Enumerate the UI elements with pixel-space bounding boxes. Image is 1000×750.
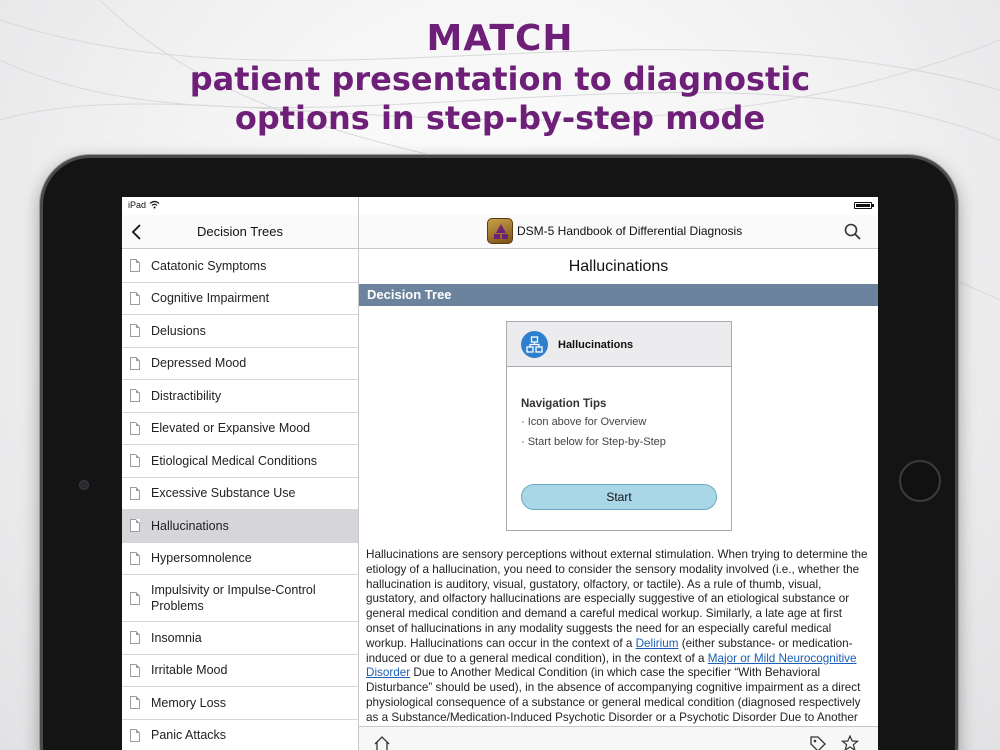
document-icon (130, 259, 140, 272)
neurocognitive-disorder-link[interactable]: Major or Mild Neurocognitive Disorder (366, 651, 857, 680)
document-icon (130, 552, 140, 565)
sidebar-item[interactable] (122, 478, 358, 511)
home-button[interactable] (899, 460, 941, 502)
document-icon (130, 696, 140, 709)
sidebar-item[interactable] (122, 720, 358, 750)
sidebar-item[interactable] (122, 315, 358, 348)
sidebar-item-label: Irritable Mood (151, 663, 228, 678)
document-icon (130, 519, 140, 532)
sidebar-item[interactable] (122, 283, 358, 316)
sidebar-item-label: Excessive Substance Use (151, 486, 296, 501)
carrier-label: iPad (128, 200, 147, 210)
sidebar-item-label: Hypersomnolence (151, 551, 252, 566)
headline-title: MATCH (426, 18, 574, 59)
sidebar-item[interactable] (122, 622, 358, 655)
document-icon (130, 389, 140, 402)
document-icon (130, 592, 140, 605)
bottom-toolbar (359, 726, 878, 750)
tip-step-by-step: · Start below for Step-by-Step (521, 436, 666, 448)
document-icon (130, 729, 140, 742)
headline-subline-2: options in step-by-step mode (234, 99, 766, 137)
sidebar-item[interactable] (122, 413, 358, 446)
ipad-screen (122, 197, 878, 750)
sidebar-item-label: Panic Attacks (151, 728, 227, 743)
decision-tree-list (122, 250, 358, 750)
document-icon (130, 422, 140, 435)
wifi-icon (149, 200, 160, 209)
status-bar (122, 197, 878, 215)
tag-icon[interactable] (809, 735, 827, 750)
description-part-2: (either substance- or medication-induced or due to a general medical condition), in the context of a (366, 636, 853, 665)
document-icon (130, 664, 140, 677)
sidebar-item-label: Etiological Medical Conditions (151, 453, 318, 468)
sidebar-item-label: Catatonic Symptoms (151, 258, 267, 273)
description-text (366, 548, 872, 726)
sidebar-item[interactable] (122, 250, 358, 283)
document-icon (130, 292, 140, 305)
page-title: Hallucinations (568, 258, 669, 275)
search-icon[interactable] (843, 222, 863, 242)
star-icon[interactable] (841, 735, 859, 750)
start-button[interactable]: Start (521, 484, 717, 510)
sidebar-item[interactable] (122, 445, 358, 478)
section-header: Decision Tree (359, 284, 878, 306)
sidebar-item-label: Delusions (151, 323, 206, 338)
tip-overview: · Icon above for Overview (521, 416, 647, 428)
tree-overview-icon[interactable] (521, 331, 548, 358)
navigation-tips-title: Navigation Tips (521, 398, 607, 410)
sidebar-item[interactable] (122, 655, 358, 688)
sidebar-title: Decision Trees (197, 224, 283, 239)
sidebar-item-label: Cognitive Impairment (151, 291, 270, 306)
sidebar-item-label: Elevated or Expansive Mood (151, 421, 311, 436)
app-logo-icon (487, 218, 513, 244)
sidebar-item-label: Memory Loss (151, 695, 227, 710)
sidebar (122, 197, 359, 750)
sidebar-item-label: Impulsivity or Impulse-Control Problems (151, 583, 316, 613)
sidebar-item[interactable] (122, 348, 358, 381)
app-title: DSM-5 Handbook of Differential Diagnosis (517, 224, 743, 238)
description-part-3: Due to Another Medical Condition (in which case the specifier “With Behavioral Disturbance” should be used), in the absence of accompanying cognitive impairment as a direct physiological consequence of a substance or general medical condition (diagnosed respectively as a Substance/Medication-Induced Psychotic Disorder or a Psychotic Disorder Due to Another (366, 666, 861, 724)
detail-navbar (359, 215, 878, 249)
sidebar-item[interactable] (122, 575, 358, 622)
detail-pane (359, 197, 878, 750)
sidebar-item-label: Depressed Mood (151, 356, 247, 371)
description-part-1: Hallucinations are sensory perceptions without external stimulation. When trying to determine the etiology of a hallucination, you need to consider the sensory modality involved (i.e., whether the hallucination is auditory, visual, gustatory, olfactory, or tactile). As a rule of thumb, visual, gustatory, and olfactory hallucinations are especially suggestive of an etiological substance or general medical condition and demand a careful medical workup. Similarly, a late age at first onset of hallucinations in any modality suggests the need for an especially careful medical workup. Hallucinations can occur in the context of a (366, 548, 868, 650)
front-camera (79, 480, 89, 490)
marketing-headline (0, 18, 1000, 138)
document-icon (130, 324, 140, 337)
document-icon (130, 357, 140, 370)
card-header (507, 322, 731, 367)
document-icon (130, 487, 140, 500)
sidebar-item-label: Distractibility (151, 388, 222, 403)
document-icon (130, 454, 140, 467)
delirium-link[interactable]: Delirium (635, 636, 679, 650)
headline-subline-1: patient presentation to diagnostic (189, 60, 811, 98)
card-title: Hallucinations (558, 339, 634, 351)
home-icon[interactable] (373, 735, 391, 750)
sidebar-item-label: Hallucinations (151, 518, 229, 533)
sidebar-item[interactable] (122, 510, 358, 543)
sidebar-item-label: Insomnia (151, 630, 202, 645)
sidebar-item[interactable] (122, 380, 358, 413)
sidebar-item[interactable] (122, 687, 358, 720)
sidebar-navbar (122, 215, 358, 249)
document-icon (130, 631, 140, 644)
sidebar-item[interactable] (122, 543, 358, 576)
decision-tree-card (506, 321, 732, 531)
battery-icon (854, 202, 872, 209)
